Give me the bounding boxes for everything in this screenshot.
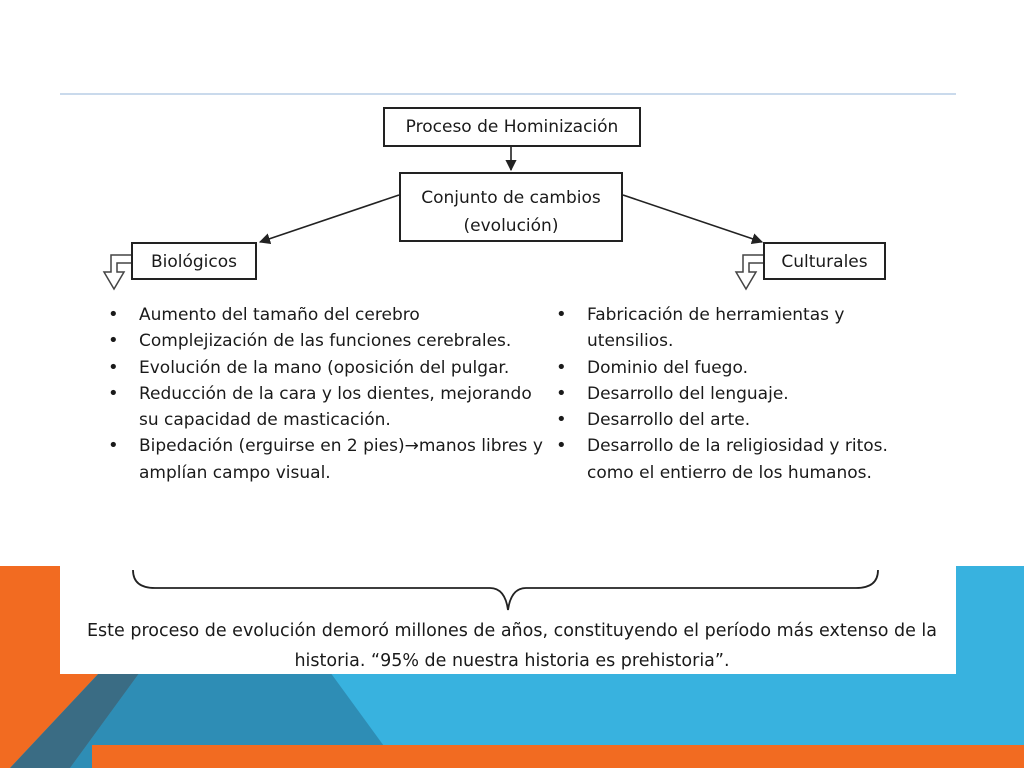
root-node-label: Proceso de Hominización — [405, 117, 619, 137]
conclusion-text: Este proceso de evolución demoró millones de años, constituyendo el período más extenso de la historia. “95% de nuestra historia es prehistoria”. — [86, 621, 938, 671]
middle-node-line1: Conjunto de cambios — [421, 188, 601, 208]
list-item: • Complejización de las funciones cerebrales. — [108, 328, 548, 354]
culturales-node — [763, 242, 886, 280]
root-node — [383, 107, 641, 147]
biologicos-node-label: Biológicos — [150, 252, 238, 272]
culturales-list — [556, 302, 916, 486]
list-item: • Bipedación (erguirse en 2 pies)→manos libres y amplían campo visual. — [108, 433, 548, 486]
list-item: • Desarrollo de la religiosidad y ritos. como el entierro de los humanos. — [556, 433, 916, 486]
list-item: • Dominio del fuego. — [556, 355, 916, 381]
middle-node — [399, 172, 623, 242]
list-item: • Desarrollo del lenguaje. — [556, 381, 916, 407]
culturales-node-label: Culturales — [781, 252, 868, 272]
list-item: • Desarrollo del arte. — [556, 407, 916, 433]
list-item: • Reducción de la cara y los dientes, mejorando su capacidad de masticación. — [108, 381, 548, 434]
list-item: • Fabricación de herramientas y utensilios. — [556, 302, 916, 355]
bg-orange-bottom-strip — [92, 745, 1024, 768]
list-item: • Aumento del tamaño del cerebro — [108, 302, 548, 328]
middle-node-line2: (evolución) — [463, 216, 559, 236]
list-item: • Evolución de la mano (oposición del pulgar. — [108, 355, 548, 381]
biologicos-node — [131, 242, 257, 280]
biologicos-list — [108, 302, 548, 486]
